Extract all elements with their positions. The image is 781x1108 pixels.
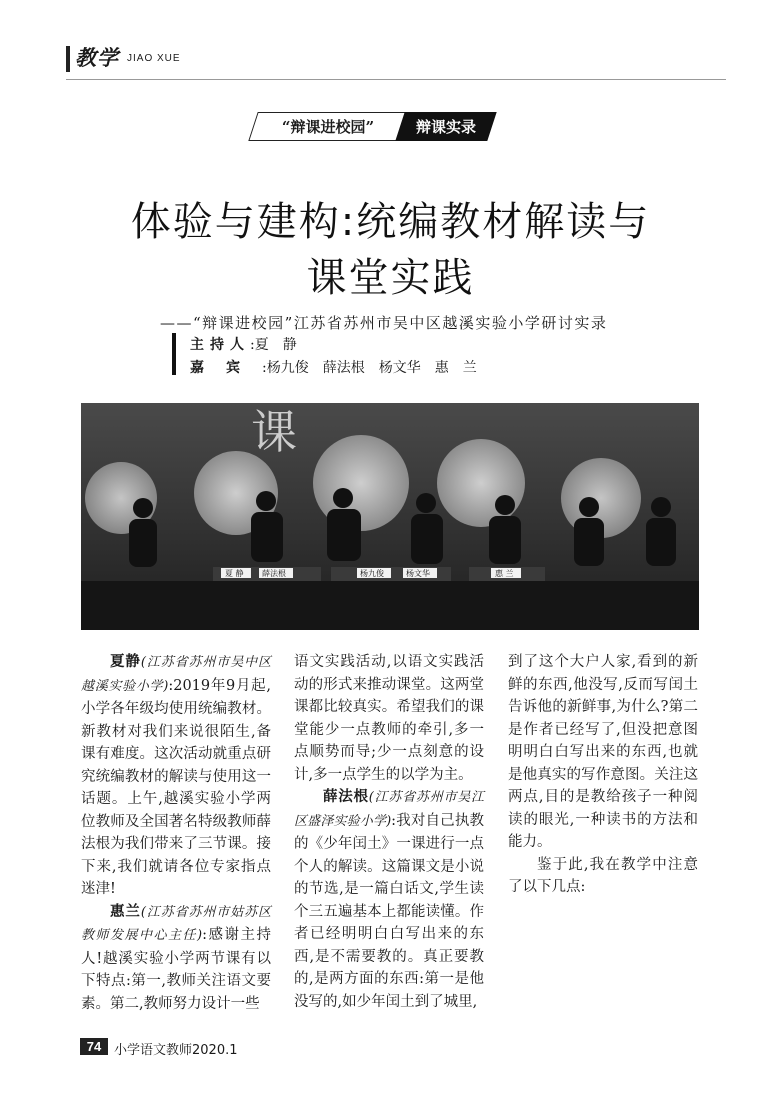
speaker-affiliation: (江苏省苏州市吴中区越溪实验小学) [81,655,272,694]
paragraph-3 [508,651,698,854]
panel-discussion-photo [81,403,699,630]
nameplate-3: 杨九俊 [360,569,384,578]
event-photo [81,403,699,630]
section-banner [253,112,493,139]
guest-credit [190,357,477,377]
guest-label: 嘉宾 [190,360,262,376]
banner-left-text: “辩课进校园” [281,118,375,136]
credits-bar [172,333,176,375]
paragraph-3 [294,786,484,1013]
header-bar [66,46,70,72]
body-column-2 [294,651,484,1013]
speaker-affiliation: (江苏省苏州市吴江区盛泽实验小学) [294,790,484,829]
paragraph-text: 鉴于此,我在教学中注意了以下几点: [508,856,698,895]
nameplate-1: 夏 静 [225,569,244,578]
paragraph-text: :2019年9月起,小学各年级均使用统编教材。新教材对我们来说很陌生,备课有难度。这次活动就重点研究统编教材的解读与使用这一话题。上午,越溪实验小学两位教师及全国著名特级教师薛法根为我们带来了三节课。接下来,我们就请各位专家指点迷津! [81,677,271,897]
paragraph-text: :感谢主持人!越溪实验小学两节课有以下特点:第一,教师关注语文要素。第二,教师努力设计一些 [81,927,271,1012]
paragraph-text: 到了这个大户人家,看到的新鲜的东西,他没写,反而写闰土告诉他的新鲜事,为什么?第二是作者已经写了,但没把意图明明白白写出来的东西,也就是他真实的写作意图。关注这两点,目的是教给孩子一种阅读的眼光,一种读书的方法和能力。 [508,654,698,850]
body-column-3 [508,651,698,899]
paragraph-text: 语文实践活动,以语文实践活动的形式来推动课堂。这两堂课都比较真实。希望我们的课堂能少一点教师的牵引,多一点顺势而导;少一点刻意的设计,多一点学生的以学为主。 [294,654,484,783]
host-credit [190,334,297,354]
paragraph-xia-jing [81,651,271,901]
paragraph-text: :我对自己执教的《少年闰土》一课进行一点个人的解读。这篇课文是小说的节选,是一篇白话文,学生读个三五遍基本上都能读懂。作者已经明明白白写出来的东西,是不需要教的。真正要教的,是两方面的东西:第一是他没写的,如少年闰土到了城里, [294,812,484,1010]
header-rule [66,79,726,80]
article-title-line-2: 课堂实践 [306,255,475,301]
host-label: 主持人 [190,337,250,353]
paragraph-2 [294,651,484,786]
speaker-name: 惠兰 [110,903,141,920]
guest-names: :杨九俊 薛法根 杨文华 惠 兰 [262,360,477,376]
paragraph-2 [81,901,271,1016]
speaker-name: 薛法根 [323,789,369,805]
paragraph-4 [508,854,698,899]
article-title-line-1: 体验与建构:统编教材解读与 [130,199,651,245]
page-number: 74 [80,1038,108,1055]
body-column-1 [81,651,271,1015]
svg-text:课: 课 [251,405,297,459]
speaker-affiliation: (江苏省苏州市姑苏区教师发展中心主任) [81,904,272,943]
speaker-name: 夏静 [110,654,141,670]
column-name-pinyin: JIAO XUE [127,53,181,64]
banner-right-text: 辩课实录 [415,118,476,136]
host-name: :夏 静 [250,337,297,353]
article-subtitle: ——“辩课进校园”江苏省苏州市吴中区越溪实验小学研讨实录 [160,314,608,332]
journal-issue: 小学语文教师2020.1 [114,1043,238,1058]
nameplate-2: 薛法根 [262,569,286,578]
nameplate-5: 惠 兰 [495,569,514,578]
nameplate-4: 杨文华 [406,569,430,578]
column-name: 教学 [75,45,119,70]
